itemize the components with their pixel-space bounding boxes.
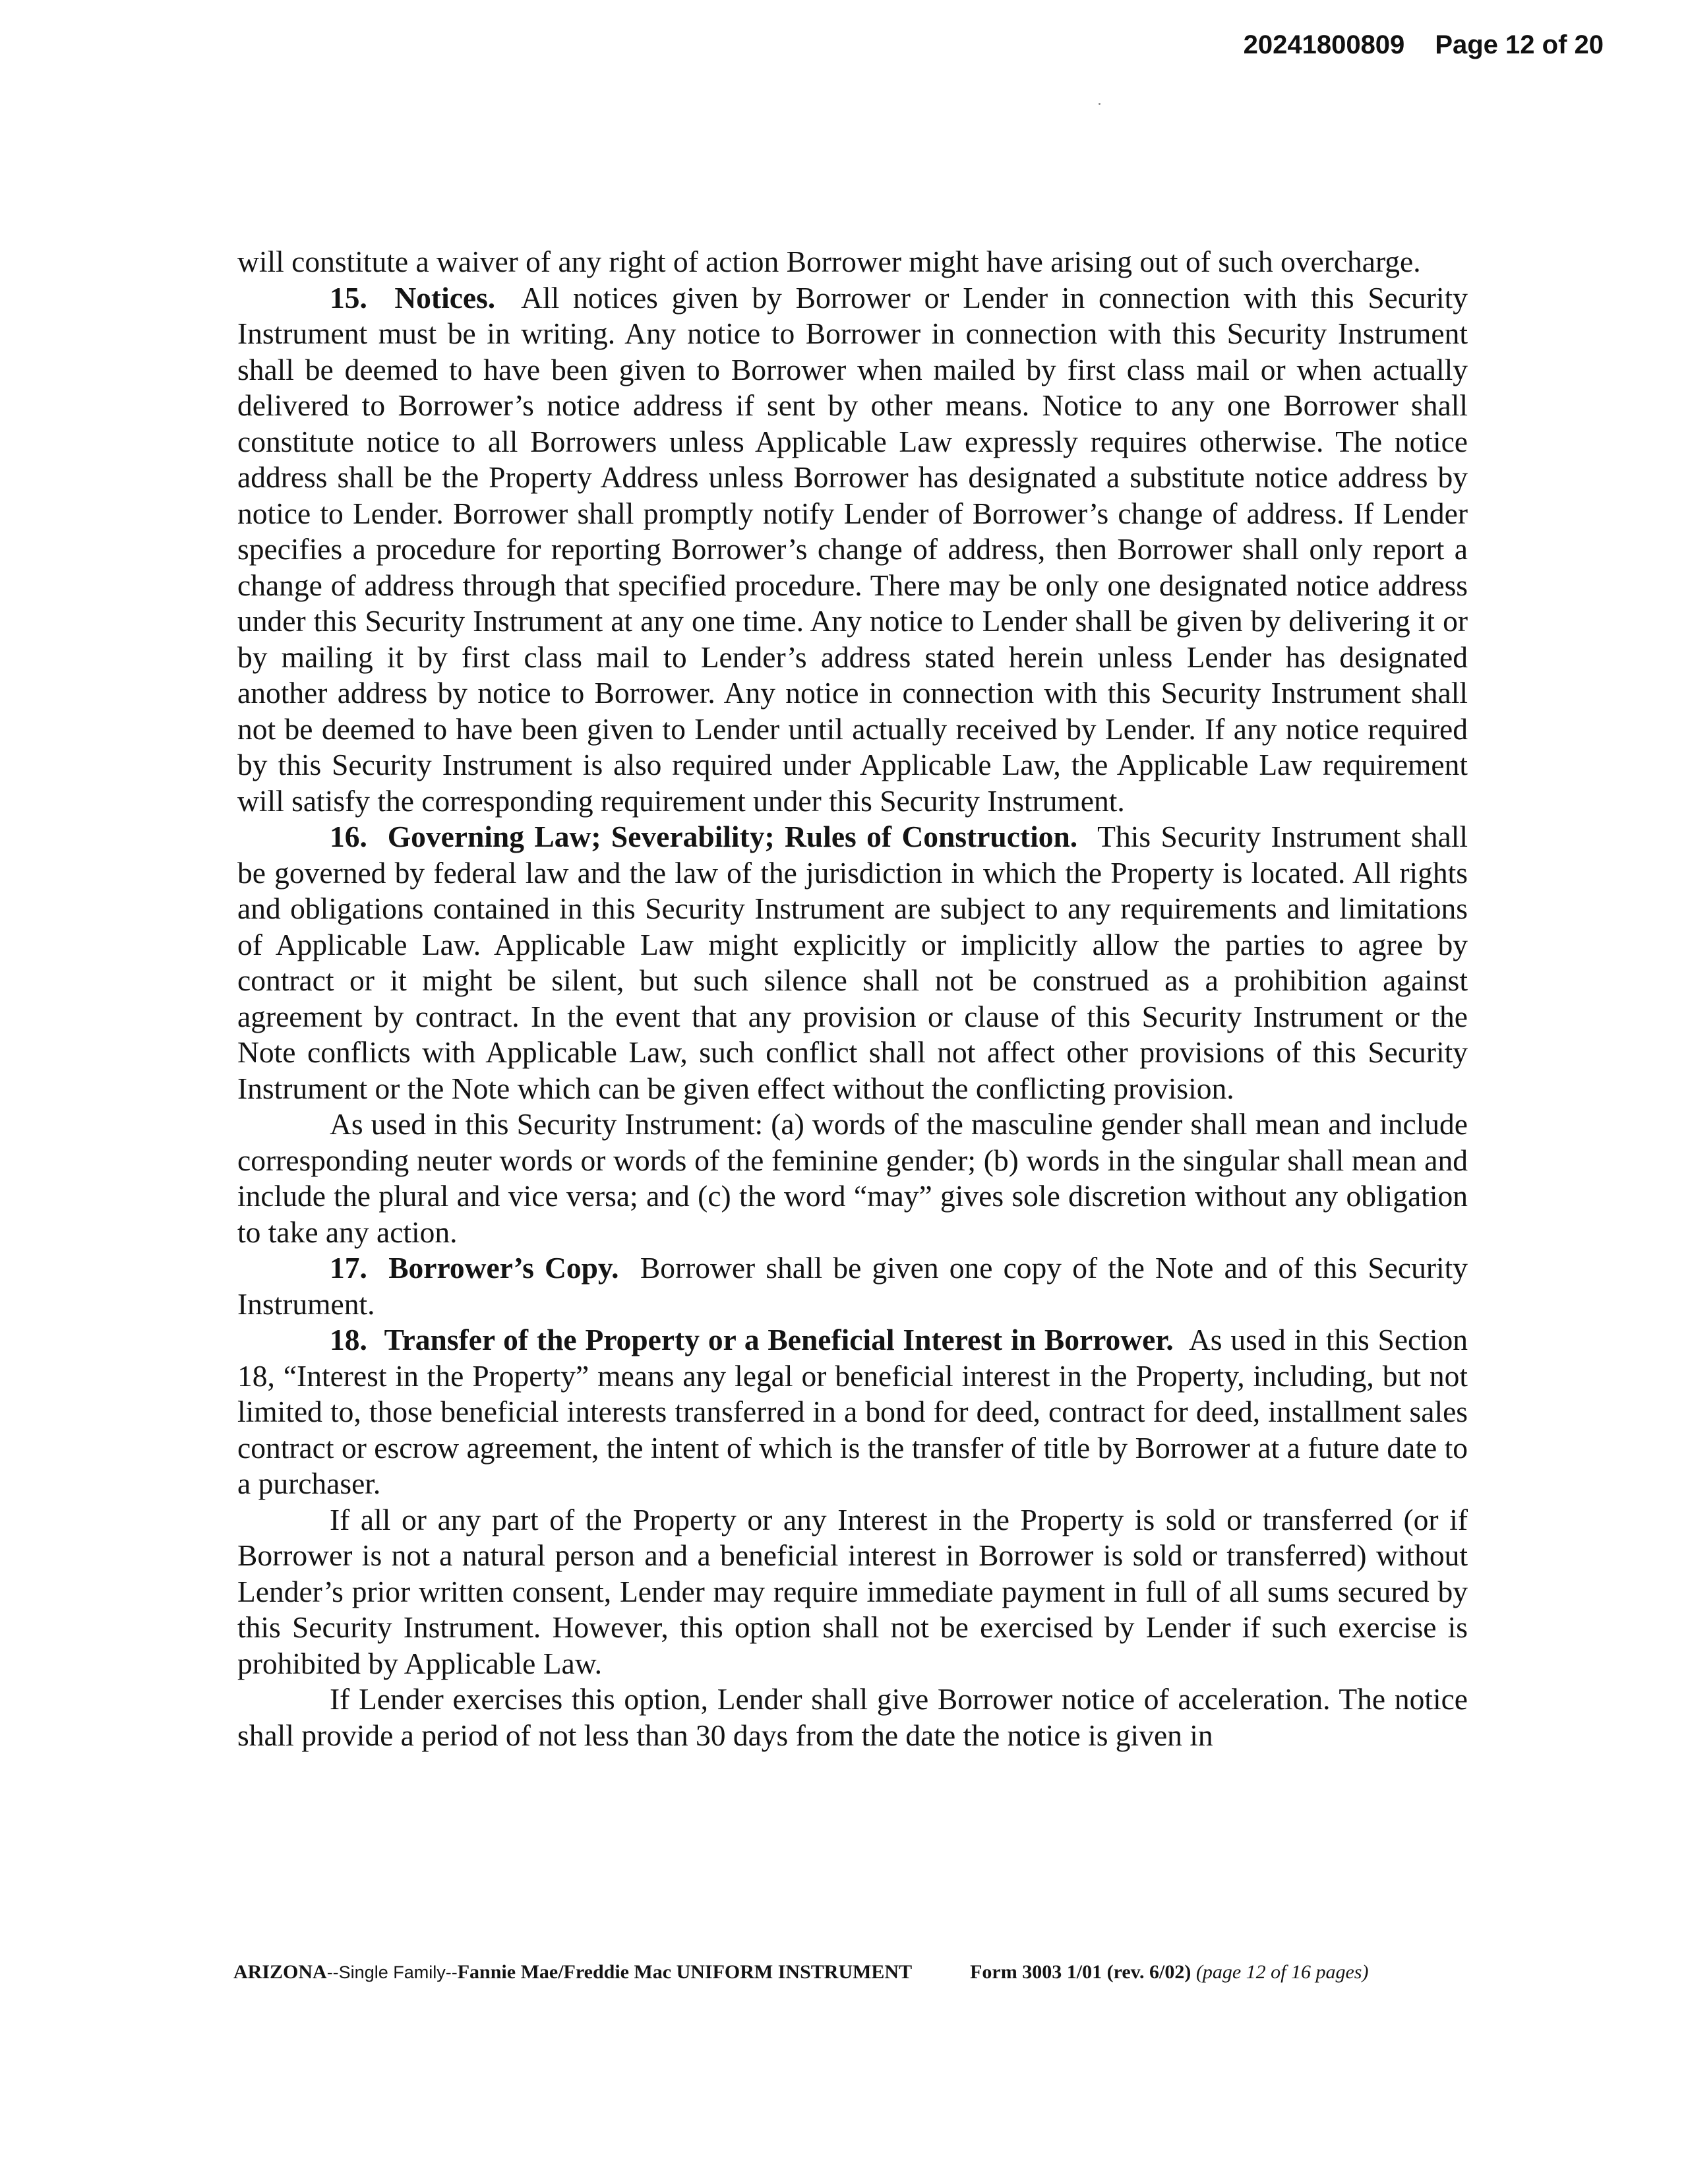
- footer-family: --Single Family--: [326, 1962, 458, 1982]
- scan-speck: [1099, 103, 1100, 105]
- footer-form-number: Form 3003 1/01 (rev. 6/02): [970, 1961, 1191, 1983]
- section-18-transfer: [237, 1322, 1468, 1502]
- page-number-label: Page 12 of 20: [1435, 30, 1604, 59]
- footer-state: ARIZONA: [233, 1961, 327, 1983]
- section-16-title: Governing Law; Severability; Rules of Construction.: [387, 820, 1078, 853]
- footer-page-count: (page 12 of 16 pages): [1195, 1961, 1369, 1983]
- section-16-construction-paragraph: As used in this Security Instrument: (a) words of the masculine gender shall mean and include corresponding neuter words or words of the feminine gender; (b) words in the singular shall mean and include the plural and vice versa; and (c) the word “may” gives sole discretion without any obligation to take any action.: [237, 1107, 1468, 1249]
- section-17-borrowers-copy: [237, 1250, 1468, 1322]
- continuation-paragraph: will constitute a waiver of any right of action Borrower might have arising out of such overcharge.: [237, 245, 1421, 278]
- section-16-text: This Security Instrument shall be governed by federal law and the law of the jurisdiction in which the Property is located. All rights and obligations contained in this Security Instrument are subject to any requirements and limitations of Applicable Law. Applicable Law might explicitly or implicitly allow the parties to agree by contract or it might be silent, but such silence shall not be construed as a prohibition against agreement by contract. In the event that any provision or clause of this Security Instrument or the Note conflicts with Applicable Law, such conflict shall not affect other provisions of this Security Instrument or the Note which can be given effect without the conflicting provision.: [237, 820, 1468, 1105]
- section-18-consent-paragraph: If all or any part of the Property or any Interest in the Property is sold or transferred (or if Borrower is not a natural person and a beneficial interest in Borrower is sold or transferred) without Lender’s prior written consent, Lender may require immediate payment in full of all sums secured by this Security Instrument. However, this option shall not be exercised by Lender if such exercise is prohibited by Applicable Law.: [237, 1502, 1468, 1680]
- section-15-title: Notices.: [394, 280, 496, 315]
- section-18-text: As used in this Section 18, “Interest in the Property” means any legal or beneficial interest in the Property, including, but not limited to, those beneficial interests transferred in a bond for deed, contract for deed, installment sales contract or escrow agreement, the intent of which is the transfer of title by Borrower at a future date to a purchaser.: [237, 1323, 1468, 1500]
- section-15-number: 15.: [330, 280, 367, 315]
- section-16-governing-law: [237, 819, 1468, 1107]
- page-header: [1244, 30, 1604, 60]
- footer-uniform-instrument: Fannie Mae/Freddie Mac UNIFORM INSTRUMENT: [457, 1961, 913, 1983]
- section-15-text: All notices given by Borrower or Lender in connection with this Security Instrument must be in writing. Any notice to Borrower in connection with this Security Instrument shall be deemed to have been given to Borrower when mailed by first class mail or when actually delivered to Borrower’s notice address if sent by other means. Notice to any one Borrower shall constitute notice to all Borrowers unless Applicable Law expressly requires otherwise. The notice address shall be the Property Address unless Borrower has designated a substitute notice address by notice to Lender. Borrower shall promptly notify Lender of Borrower’s change of address. If Lender specifies a procedure for reporting Borrower’s change of address, then Borrower shall only report a change of address through that specified procedure. There may be only one designated notice address under this Security Instrument at any one time. Any notice to Lender shall be given by delivering it or by mailing it by first class mail to Lender’s address stated herein unless Lender has designated another address by notice to Borrower. Any notice in connection with this Security Instrument shall not be deemed to have been given to Lender until actually received by Lender. If any notice required by this Security Instrument is also required under Applicable Law, the Applicable Law requirement will satisfy the corresponding requirement under this Security Instrument.: [237, 280, 1468, 818]
- section-15-notices: [237, 280, 1468, 820]
- document-body: [237, 244, 1468, 1753]
- section-17-text: Borrower shall be given one copy of the Note and of this Security Instrument.: [237, 1251, 1468, 1321]
- section-18-acceleration-paragraph: If Lender exercises this option, Lender shall give Borrower notice of acceleration. The notice shall provide a period of not less than 30 days from the date the notice is given in: [237, 1682, 1468, 1752]
- section-16-number: 16.: [330, 820, 367, 853]
- section-18-number: 18.: [330, 1323, 367, 1356]
- section-17-title: Borrower’s Copy.: [388, 1251, 619, 1285]
- section-17-number: 17.: [330, 1251, 367, 1285]
- section-18-title: Transfer of the Property or a Beneficial Interest in Borrower.: [384, 1323, 1174, 1356]
- form-footer: [233, 1961, 1368, 1984]
- document-number: 20241800809: [1243, 30, 1405, 59]
